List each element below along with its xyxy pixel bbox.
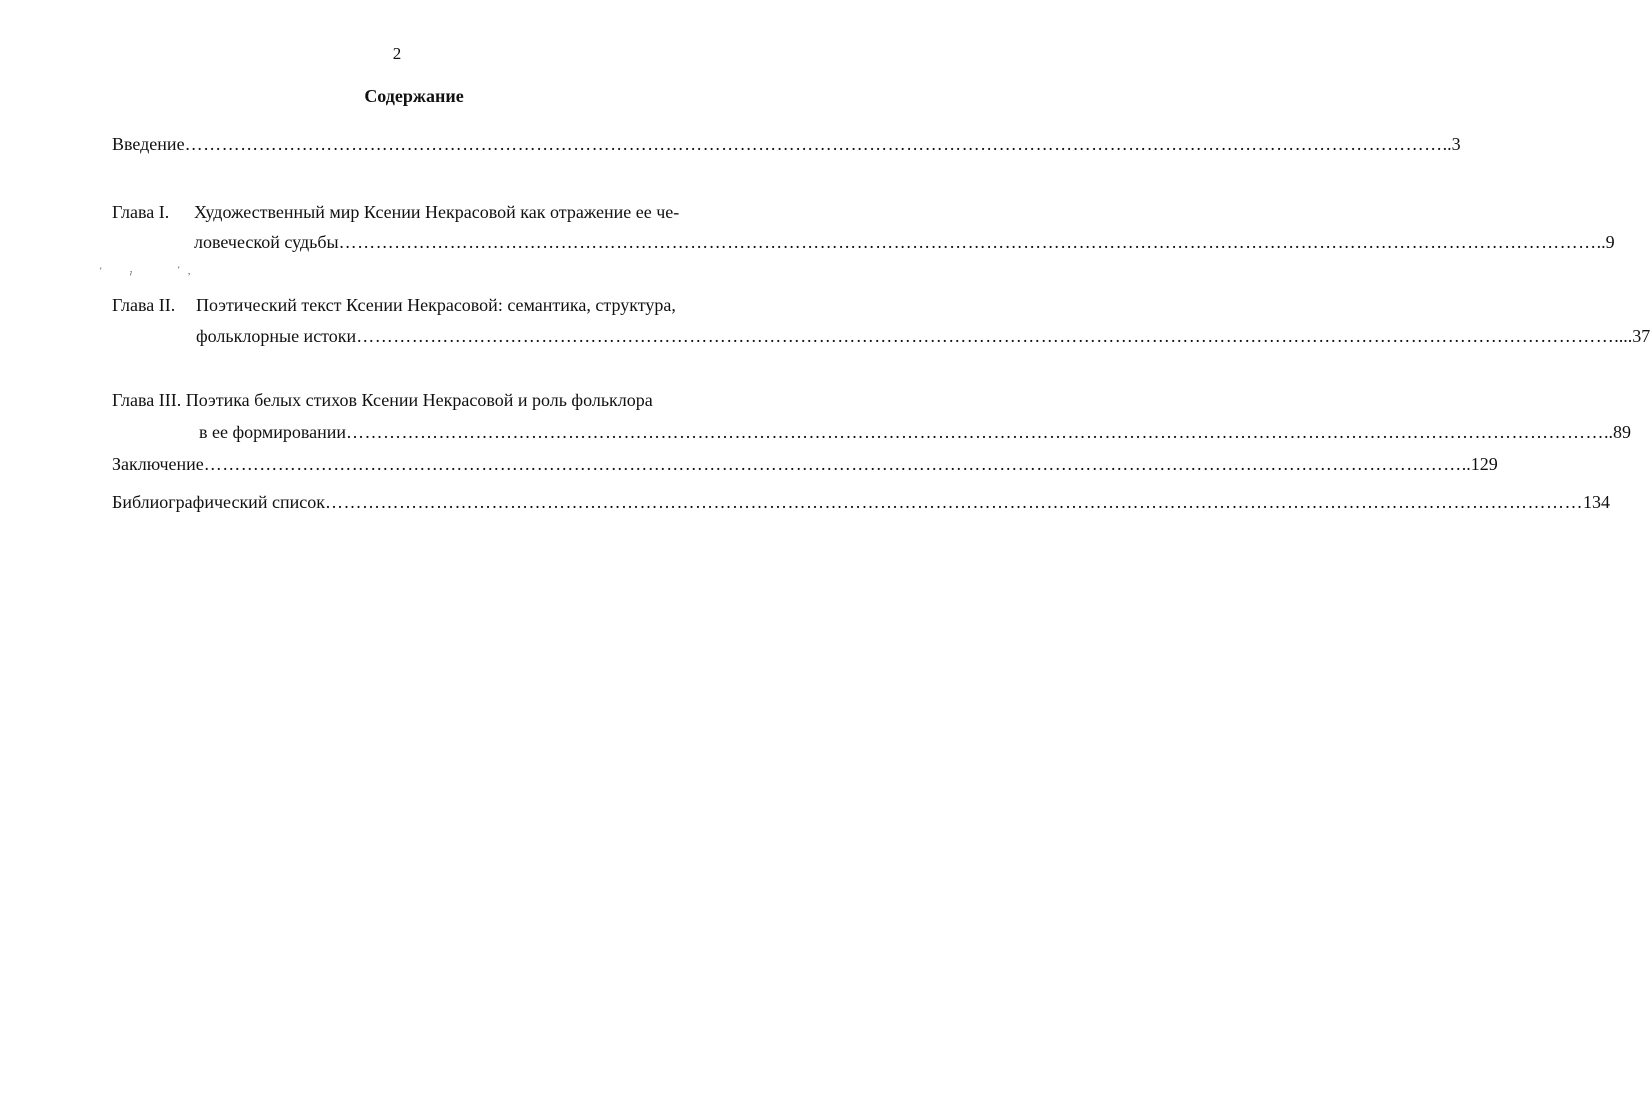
- leader-dots: ……………………………………………………………………………………………………………………………………………………………………………………: [184, 134, 1443, 154]
- toc-entry-ch2-line1: [112, 294, 676, 316]
- toc-entry-ch3-title-line2: в ее формировании: [199, 422, 347, 442]
- toc-entry-ch2-line2: [196, 325, 1650, 347]
- page-number: 2: [392, 44, 402, 63]
- toc-title: Содержание: [364, 86, 464, 106]
- toc-entry-bibliography: [112, 491, 1610, 513]
- toc-entry-ch1-line2: [194, 231, 1615, 253]
- toc-entry-conclusion: [112, 453, 1498, 475]
- leader-dots: ……………………………………………………………………………………………………………………………………………………………………………………: [356, 326, 1615, 346]
- toc-entry-ch3-page: ..89: [1604, 422, 1632, 442]
- toc-entry-ch1-title-line2: ловеческой судьбы: [194, 232, 339, 252]
- leader-dots: ……………………………………………………………………………………………………………………………………………………………………………………: [203, 454, 1462, 474]
- toc-entry-ch1-line1: [112, 201, 679, 223]
- toc-entry-ch3-line1: Глава III. Поэтика белых стихов Ксении Некрасовой и роль фольклора: [112, 390, 653, 410]
- document-page: 2 Содержание Введение …………………………………………………………………………………………………………………………………………………………………………………… ..3 Глава I. Художественный мир Ксении Некрасовой как отражение ее че- ловеческой судьбы …………………………………………………………………………………………………………………………………………………………………………………… ..9 ' , ' ' , Глава II. Поэтический текст Ксении Некрасовой: семантика, структура, фольклорные истоки …………………………………………………………………………………………………………………………………………………………………………………… ....37 Глава III. Поэтика белых стихов Ксении Некрасовой и роль фольклора в ее формировании …………………………………………………………………………………………………………………………………………………………………………………… ..89 Заключение …………………………………………………………………………………………………………………………………………………………………………………… ..129 Библиографический список …………………………………………………………………………………………………………………………………………………………………………………… 134: [0, 0, 794, 1093]
- toc-entry-ch1-title-line1: Художественный мир Ксении Некрасовой как отражение ее че-: [194, 202, 680, 222]
- toc-entry-ch2-title-line2: фольклорные истоки: [196, 326, 357, 346]
- leader-dots: ……………………………………………………………………………………………………………………………………………………………………………………: [324, 492, 1583, 512]
- leader-dots: ……………………………………………………………………………………………………………………………………………………………………………………: [346, 422, 1605, 442]
- toc-entry-ch2-title-line1: Поэтический текст Ксении Некрасовой: семантика, структура,: [196, 295, 676, 315]
- toc-entry-ch1-label: Глава I.: [112, 202, 170, 222]
- toc-entry-ch1-page: ..9: [1596, 232, 1615, 252]
- toc-entry-intro-page: ..3: [1442, 134, 1461, 154]
- toc-entry-conclusion-page: ..129: [1461, 454, 1498, 474]
- toc-entry-bibliography-text: Библиографический список: [112, 492, 325, 512]
- leader-dots: ……………………………………………………………………………………………………………………………………………………………………………………: [338, 232, 1597, 252]
- toc-entry-ch3-line2: [199, 421, 1632, 443]
- toc-entry-ch2-label: Глава II.: [112, 295, 176, 315]
- toc-entry-conclusion-text: Заключение: [112, 454, 204, 474]
- toc-entry-ch2-page: ....37: [1614, 326, 1650, 346]
- toc-entry-intro: [112, 133, 1461, 155]
- toc-entry-bibliography-page: 134: [1582, 492, 1610, 512]
- toc-entry-intro-text: Введение: [112, 134, 185, 154]
